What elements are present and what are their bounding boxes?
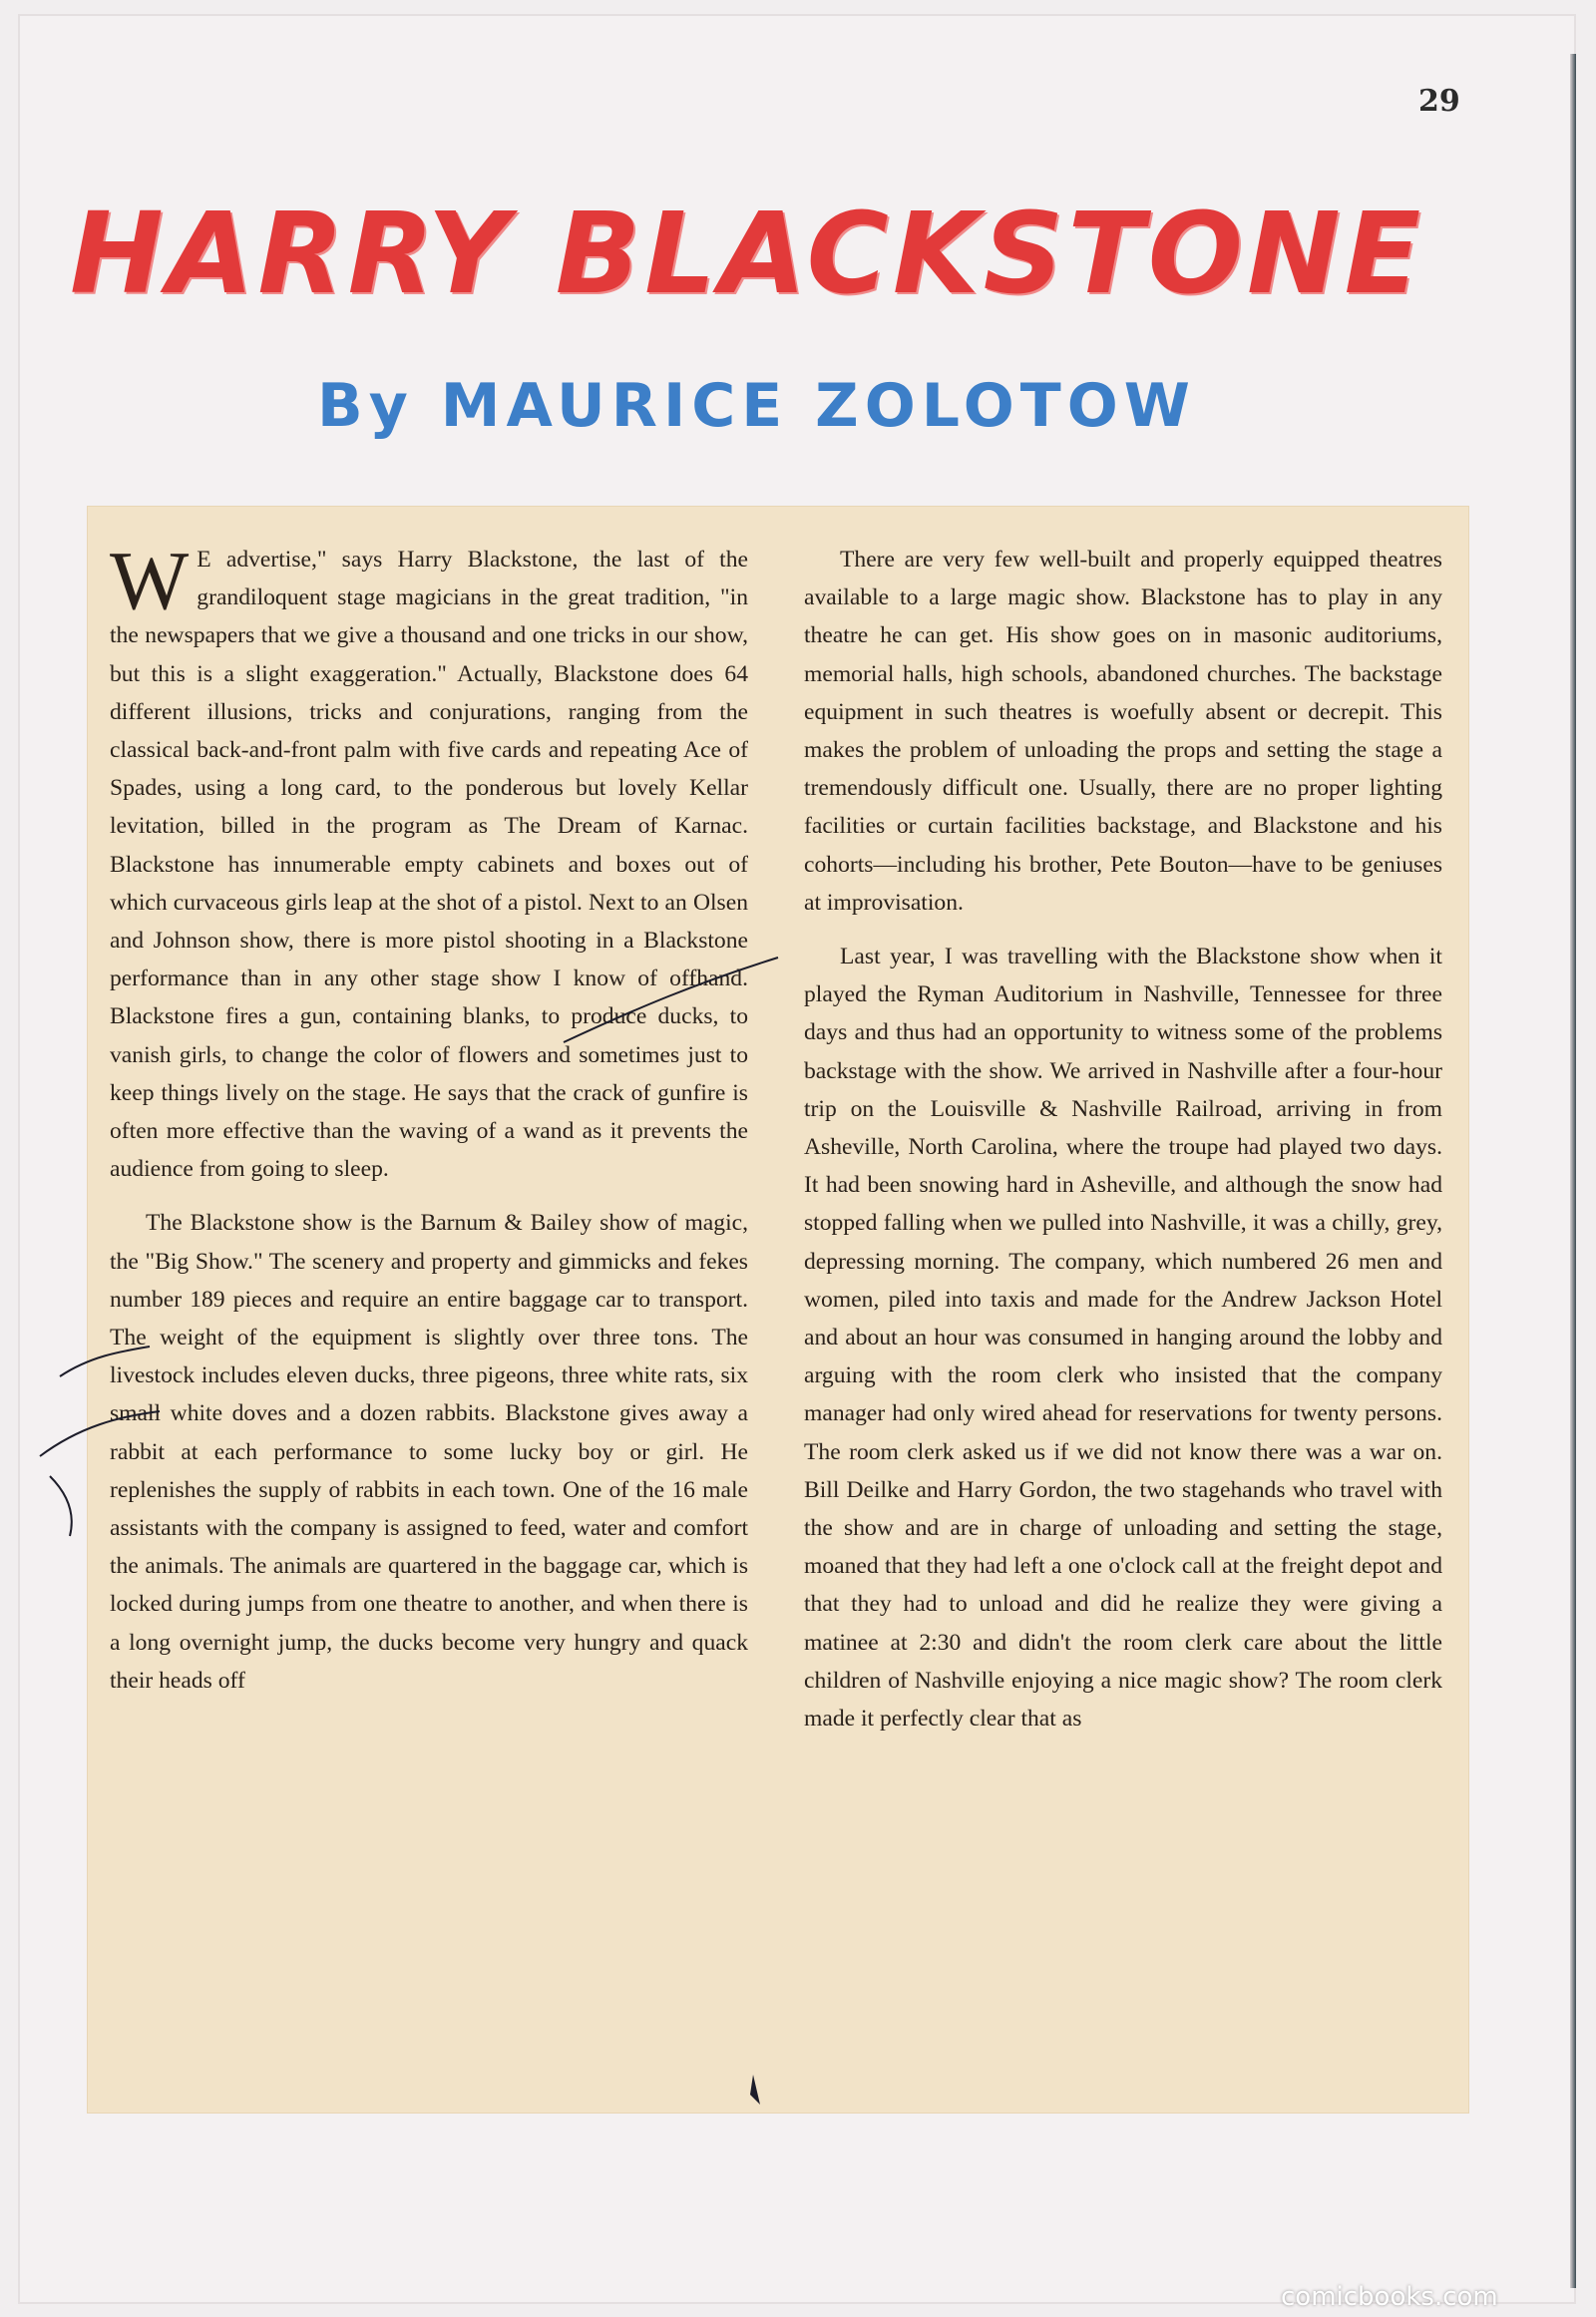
watermark: comicbooks.com <box>1281 2282 1498 2312</box>
paragraph: Last year, I was travelling with the Blackstone show when it played the Ryman Auditorium in Nashville, Tennessee for three days and thus had an opportunity to witness some of the problems backstage with the show. We arrived in Nashville after a four-hour trip on the Louisville & Nashville Railroad, arriving in from Asheville, North Carolina, where the troupe had played two days. It had been snowing hard in Asheville, and although the snow had stopped falling when we pulled into Nashville, it was a chilly, grey, depressing morning. The company, which numbered 26 men and women, piled into taxis and made for the Andrew Jackson Hotel and about an hour was consumed in hanging around the lobby and arguing with the room clerk who insisted that the company manager had only wired ahead for reservations for twenty persons. The room clerk asked us if we did not know there was a war on. Bill Deilke and Harry Gordon, the two stagehands who travel with the show and are in charge of unloading and setting the stage, moaned that they had left a one o'clock call at the freight depot and that they had to unload and did he realize they were giving a matinee at 2:30 and didn't the room clerk care about the little children of Nashville enjoying a nice magic show? The room clerk made it perfectly clear that as <box>804 944 1442 1733</box>
paragraph <box>110 541 748 1188</box>
paragraph: The Blackstone show is the Barnum & Bailey show of magic, the "Big Show." The scenery and property and gimmicks and fekes number 189 pieces and require an entire baggage car to transport. The weight of the equipment is slightly over three tons. The livestock includes eleven ducks, three pigeons, three white rats, six small white doves and a dozen rabbits. Blackstone gives away a rabbit at each performance to some lucky boy or girl. He replenishes the supply of rabbits in each town. One of the 16 male assistants with the company is assigned to feed, water and comfort the animals. The animals are quartered in the baggage car, which is locked during jumps from one theatre to another, and when there is a long overnight jump, the ducks become very hungry and quack their heads off <box>110 1210 748 1694</box>
page-number: 29 <box>1418 84 1460 119</box>
page-edge <box>1570 54 1576 2288</box>
article-column-left <box>110 541 748 2097</box>
article-column-right <box>804 541 1442 2097</box>
article-title: HARRY BLACKSTONE <box>70 190 1425 319</box>
article-byline: By MAURICE ZOLOTOW <box>317 371 1196 441</box>
paragraph: There are very few well-built and properly equipped theatres available to a large magic show. Blackstone has to play in any theatre he can get. His show goes on in masonic auditoriums, memorial halls, high schools, abandoned churches. The backstage equipment in such theatres is woefully absent or decrepit. This makes the problem of unloading the props and setting the stage a tremendously difficult one. Usually, there are no proper lighting facilities or curtain facilities backstage, and Blackstone and his cohorts—including his brother, Pete Bouton—have to be geniuses at improvisation. <box>804 547 1442 916</box>
paragraph-text: E advertise," says Harry Blackstone, the last of the grandiloquent stage magicians in the great tradition, "in the newspapers that we give a thousand and one tricks in our show, but this is a slight exaggeration." Actually, Blackstone does 64 different illusions, tricks and conjurations, ranging from the classical back-and-front palm with five cards and repeating Ace of Spades, using a long card, to the ponderous but lovely Kellar levitation, billed in the program as The Dream of Karnac. Blackstone has innumerable empty cabinets and boxes out of which curvaceous girls leap at the shot of a pistol. Next to an Olsen and Johnson show, there is more pistol shooting in a Blackstone performance than in any other stage show I know of offhand. Blackstone fires a gun, containing blanks, to produce ducks, to vanish girls, to change the color of flowers and sometimes just to keep things lively on the stage. He says that the crack of gunfire is often more effective than the waving of a wand as it prevents the audience from going to sleep. <box>110 547 748 1183</box>
article-body <box>88 507 1468 2113</box>
drop-cap: W <box>110 541 190 627</box>
